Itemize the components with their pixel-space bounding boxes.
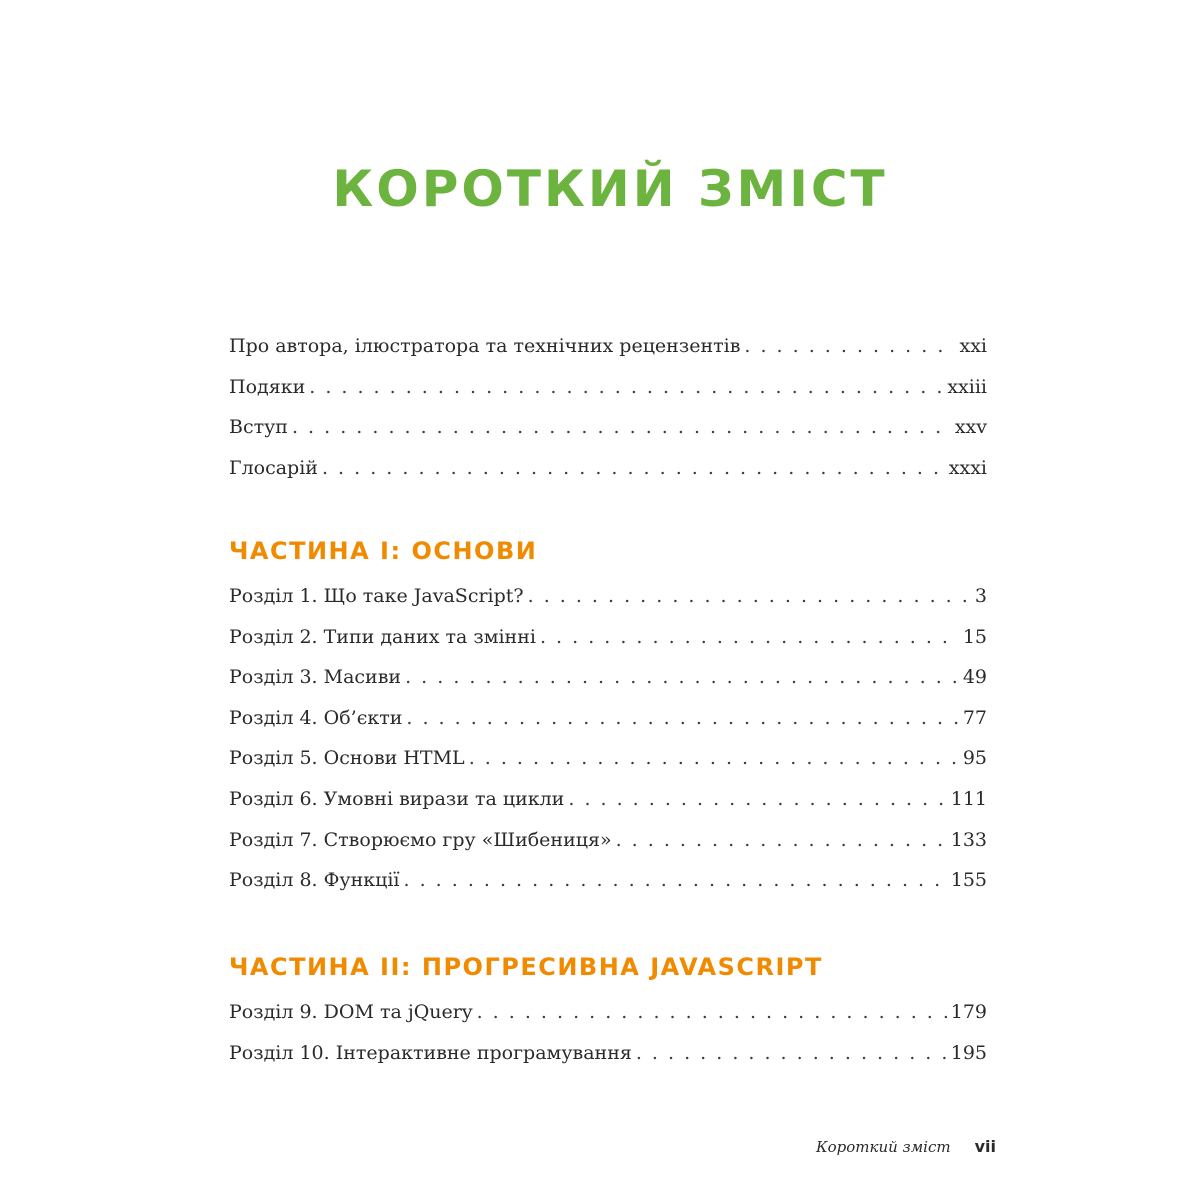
dot-leader [616,820,947,861]
toc-entry[interactable] [229,657,987,698]
dot-leader [477,992,947,1033]
entry-title: Розділ 10. Інтерактивне програмування [229,1041,632,1064]
entry-title: Розділ 8. Функції [229,869,400,892]
entry-page-number: xxxi [948,456,987,479]
entry-page-number: 95 [962,747,987,770]
entry-page-number: 155 [950,869,987,892]
entry-title: Розділ 1. Що таке JavaScript? [229,585,524,607]
entry-title: Розділ 6. Умовні вирази та цикли [229,787,565,810]
page-footer [816,1137,996,1156]
entry-title: Вступ [229,416,288,439]
toc-entry[interactable] [229,448,987,489]
page-title: КОРОТКИЙ ЗМІСТ [332,160,888,218]
toc-entry[interactable] [229,698,987,739]
footer-section-title: Короткий зміст [816,1138,951,1156]
entry-page-number: 15 [962,625,987,648]
dot-leader [540,617,959,658]
dot-leader [404,860,947,901]
entry-title: Розділ 7. Створюємо гру «Шибениця» [229,828,612,851]
dot-leader [744,326,955,367]
toc-entry[interactable] [229,367,987,408]
entry-page-number: xxiii [947,375,987,398]
dot-leader [636,1033,947,1074]
toc-entry[interactable] [229,738,987,779]
entry-title: Розділ 2. Типи даних та змінні [229,625,536,648]
toc-entry[interactable] [229,326,987,367]
entry-title: Подяки [229,375,306,398]
toc-entry[interactable] [229,576,987,617]
footer-page-number: vii [974,1137,996,1156]
entry-page-number: 133 [950,828,987,851]
dot-leader [469,738,959,779]
entry-page-number: 195 [950,1041,987,1064]
entry-title: Розділ 4. Об’єкти [229,706,403,729]
toc-entry[interactable] [229,617,987,658]
toc-entry[interactable] [229,992,987,1033]
dot-leader [528,576,971,617]
entry-title: Про автора, ілюстратора та технічних рецензентів [229,335,741,357]
dot-leader [568,779,946,820]
entry-page-number: 3 [974,585,987,607]
part-1-section [229,536,987,901]
entry-title: Розділ 5. Основи HTML [229,747,465,770]
toc-entry[interactable] [229,779,987,820]
entry-page-number: 49 [962,666,987,689]
entry-page-number: xxv [954,416,987,439]
entry-title: Глосарій [229,456,318,479]
part-2-section [229,952,987,1073]
entry-title: Розділ 9. DOM та jQuery [229,1001,473,1023]
toc-entry[interactable] [229,1033,987,1074]
entry-page-number: 179 [950,1001,987,1023]
dot-leader [406,698,958,739]
dot-leader [405,657,959,698]
front-matter-list [229,326,987,488]
toc-entry[interactable] [229,860,987,901]
dot-leader [309,367,943,408]
entry-title: Розділ 3. Масиви [229,666,402,689]
entry-page-number: 77 [962,706,987,729]
toc-entry[interactable] [229,820,987,861]
part-heading: ЧАСТИНА II: ПРОГРЕСИВНА JAVASCRIPT [229,953,823,981]
dot-leader [292,407,951,448]
dot-leader [322,448,945,489]
entry-page-number: xxi [959,335,987,357]
entry-page-number: 111 [950,787,987,810]
part-heading: ЧАСТИНА I: ОСНОВИ [229,537,538,565]
toc-entry[interactable] [229,407,987,448]
